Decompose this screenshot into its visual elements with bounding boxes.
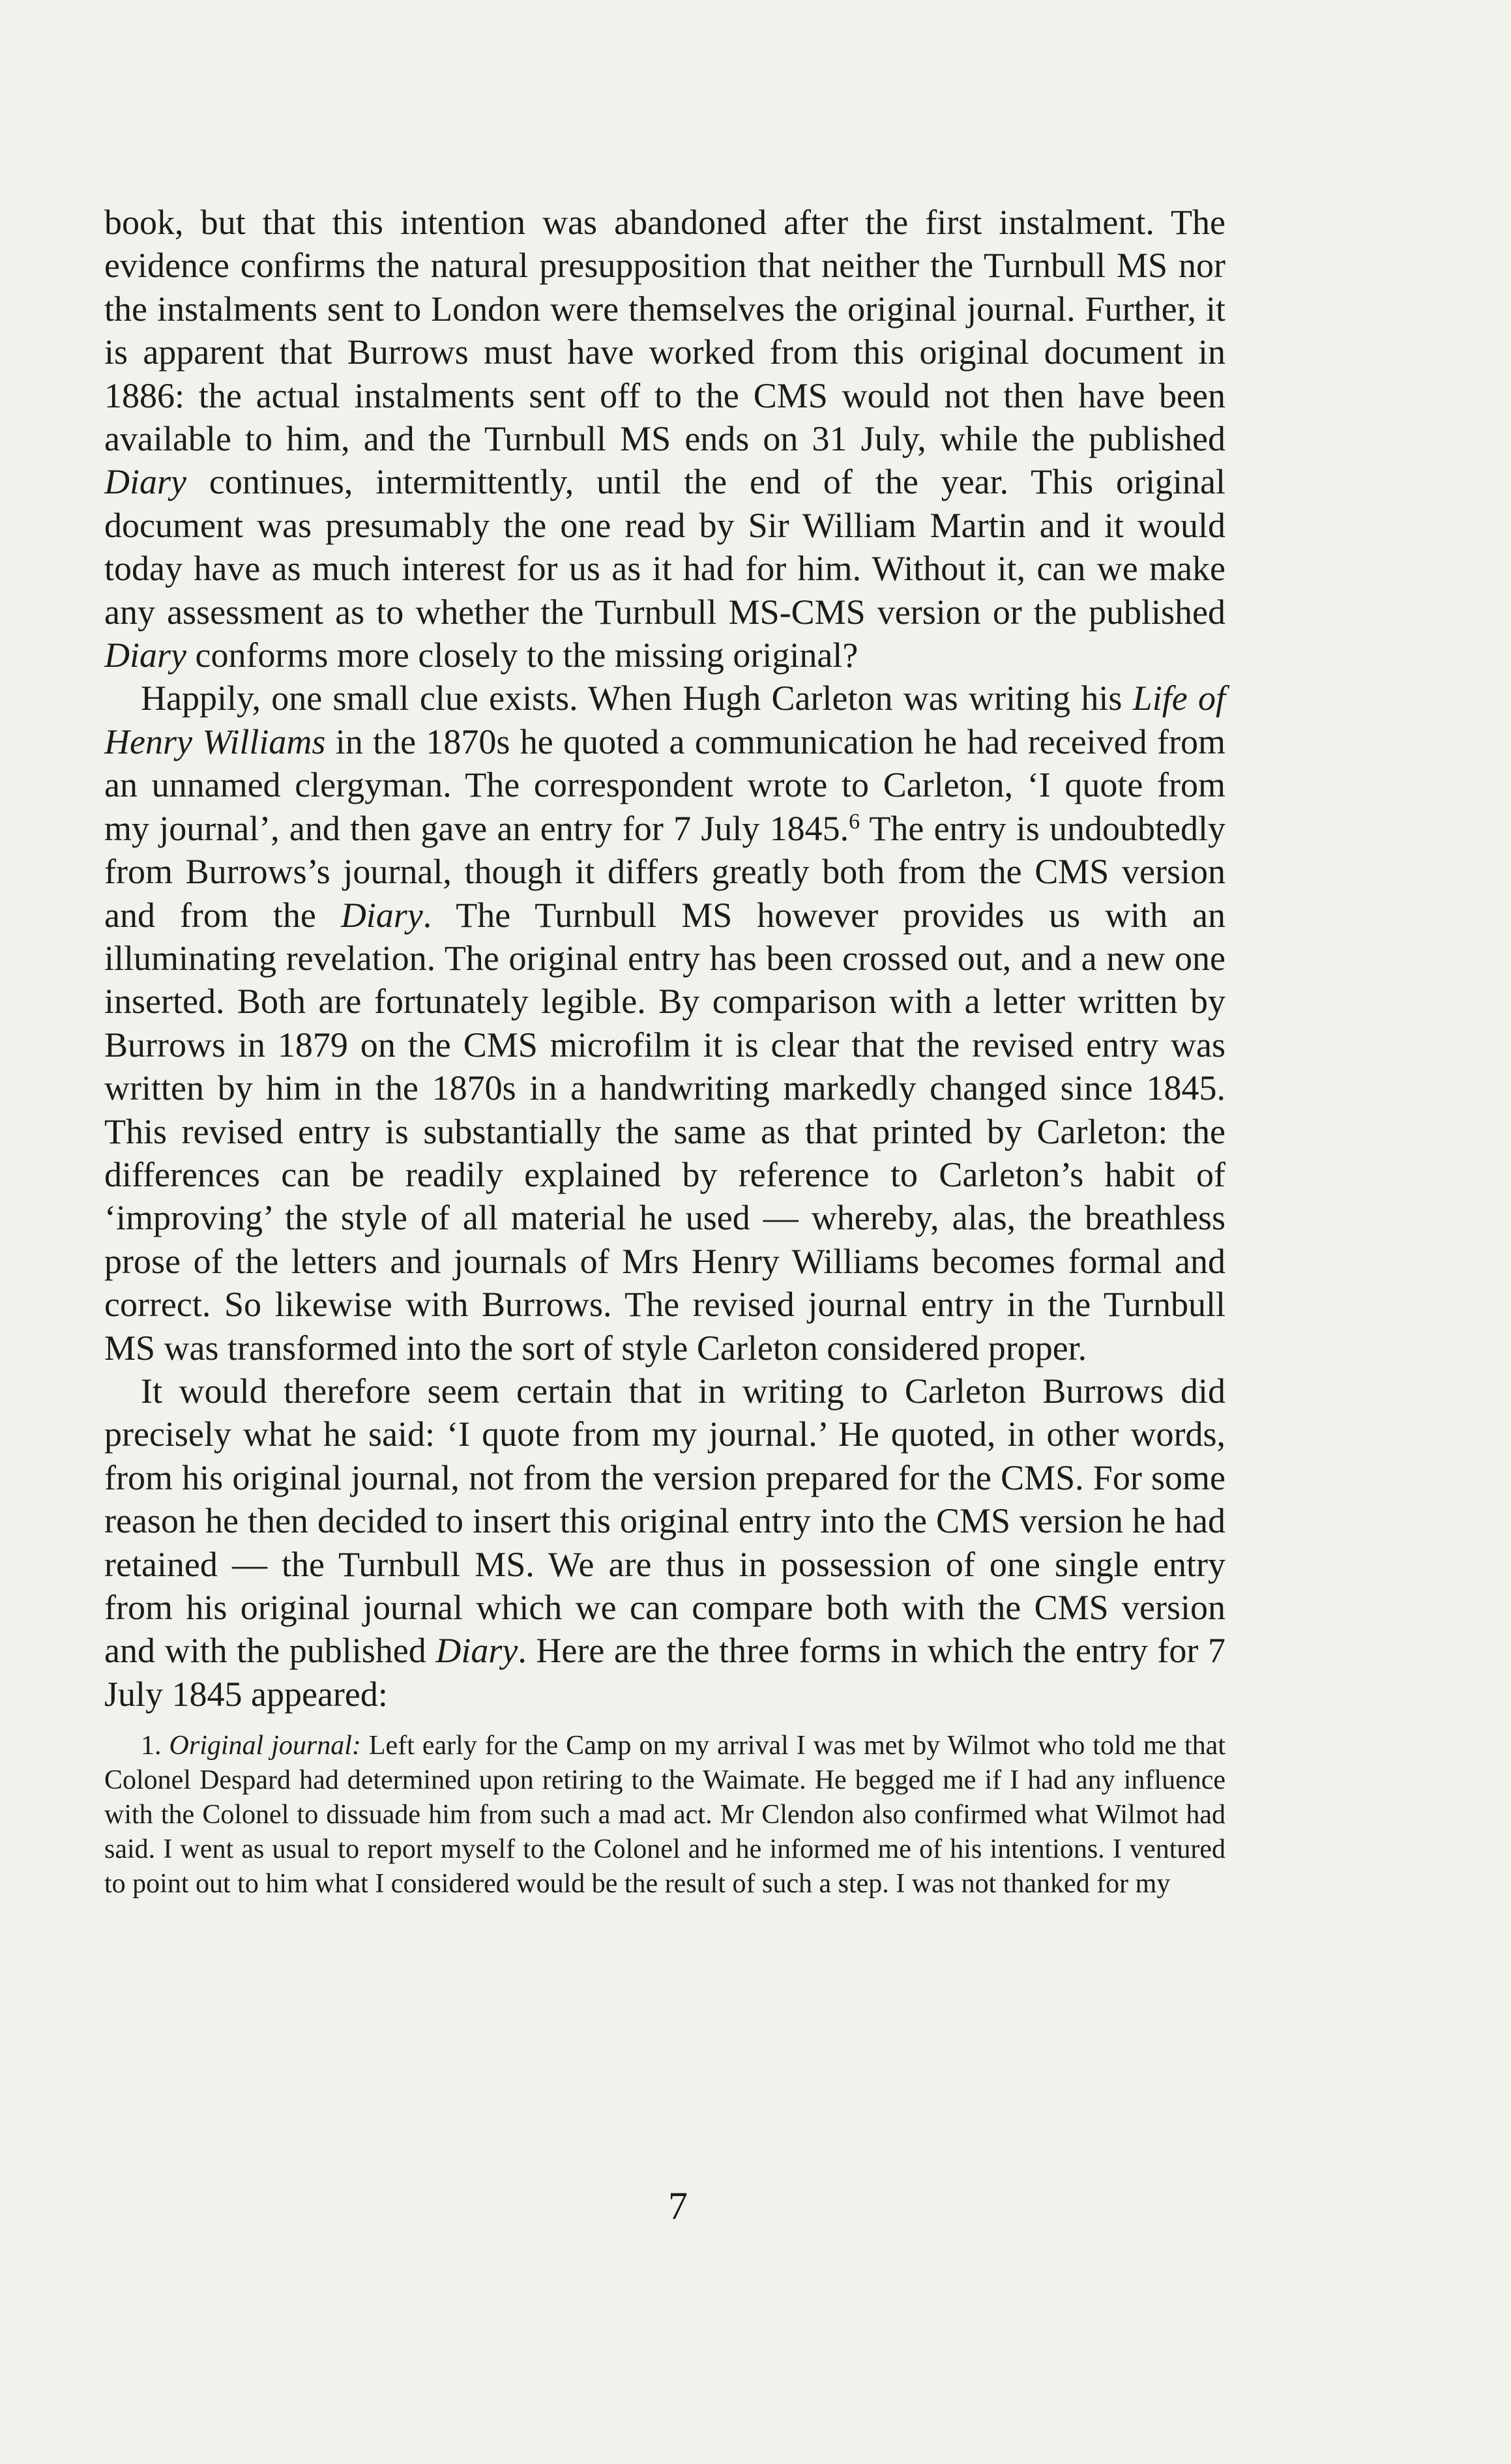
- text-segment: The entry is undoubtedly from Burrows’s journal, though it differs greatly both from the CMS version and from the: [104, 808, 1226, 935]
- quote-number: 1.: [141, 1731, 162, 1761]
- footnote-reference: 6: [849, 809, 860, 834]
- text-segment: . Here are the three forms in which the entry for 7 July 1845 appeared:: [104, 1631, 1225, 1714]
- italic-text: Diary: [104, 462, 186, 502]
- text-segment: continues, intermittently, until the end of the year. This original document was presumably the one read by Sir William Martin and it would today have as much interest for us as it had for him. Without it, can we make any assessment as to whether the Turnbull MS-CMS version or the published: [104, 462, 1225, 632]
- italic-text: Diary: [104, 636, 186, 675]
- paragraph-2: [104, 677, 1225, 1370]
- italic-text: Life of Henry Williams: [104, 679, 1225, 761]
- quoted-entry-original-journal: [104, 1729, 1225, 1901]
- text-segment: in the 1870s he quoted a communication he had received from an unnamed clergyman. The correspondent wrote to Carleton, ‘I quote from my journal’, and then gave an entry for 7 July 1845.: [104, 722, 1225, 848]
- paragraph-3: [104, 1370, 1225, 1716]
- text-segment: conforms more closely to the missing original?: [186, 636, 858, 675]
- quote-label: Original journal:: [169, 1731, 361, 1761]
- text-segment: It would therefore seem certain that in writing to Carleton Burrows did precisely what he said: ‘I quote from my journal.’ He quoted, in other words, from his original journal, not from the version prepared for the CMS. For some reason he then decided to insert this original entry into the CMS version he had retained — the Turnbull MS. We are thus in possession of one single entry from his original journal which we can compare both with the CMS version and with the published: [104, 1371, 1225, 1671]
- italic-text: Diary: [340, 895, 423, 935]
- italic-text: Diary: [435, 1631, 518, 1671]
- text-segment: book, but that this intention was abandoned after the first instalment. The evidence confirms the natural presupposition that neither the Turnbull MS nor the instalments sent to London were themselves the original journal. Further, it is apparent that Burrows must have worked from this original document in 1886: the actual instalments sent off to the CMS would not then have been available to him, and the Turnbull MS ends on 31 July, while the published: [104, 203, 1225, 459]
- quote-text: Left early for the Camp on my arrival I was met by Wilmot who told me that Colonel Despard had determined upon retiring to the Waimate. He begged me if I had any influence with the Colonel to dissuade him from such a mad act. Mr Clendon also confirmed what Wilmot had said. I went as usual to report myself to the Colonel and he informed me of his intentions. I ventured to point out to him what I considered would be the result of such a step. I was not thanked for my: [104, 1731, 1225, 1899]
- paragraph-1: [104, 201, 1225, 677]
- page-number: 7: [668, 2184, 688, 2227]
- text-segment: . The Turnbull MS however provides us with an illuminating revelation. The original entry has been crossed out, and a new one inserted. Both are fortunately legible. By comparison with a letter written by Burrows in 1879 on the CMS microfilm it is clear that the revised entry was written by him in the 1870s in a handwriting markedly changed since 1845. This revised entry is substantially the same as that printed by Carleton: the differences can be readily explained by reference to Carleton’s habit of ‘improving’ the style of all material he used — whereby, alas, the breathless prose of the letters and journals of Mrs Henry Williams becomes formal and correct. So likewise with Burrows. The revised journal entry in the Turnbull MS was transformed into the sort of style Carleton considered proper.: [104, 895, 1226, 1368]
- page-body: [104, 201, 1225, 1901]
- text-segment: Happily, one small clue exists. When Hugh Carleton was writing his: [141, 679, 1133, 718]
